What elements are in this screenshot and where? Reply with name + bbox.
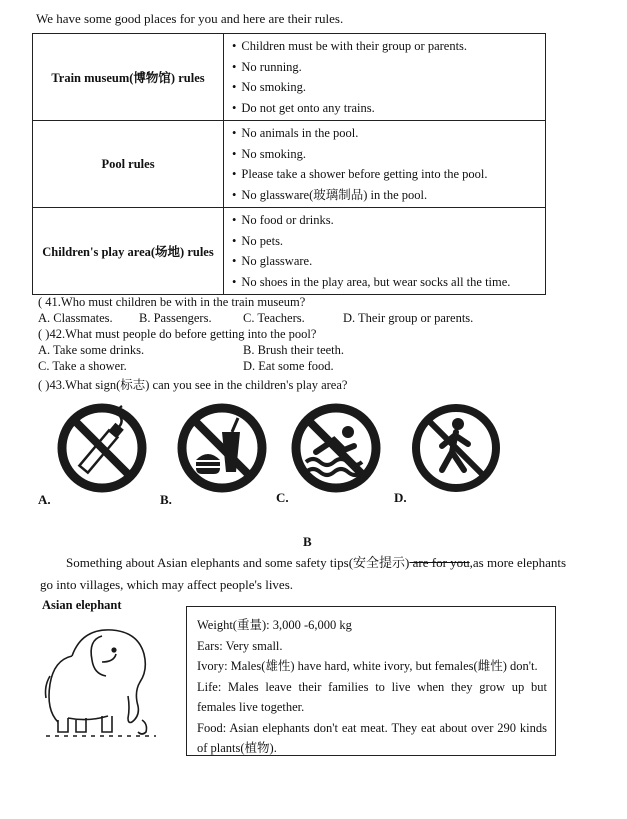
info-box [186,606,556,756]
rule-item: • Children must be with their group or parents. [232,36,545,57]
elephant-illustration [42,616,162,746]
question-41: ( 41.Who must children be with in the train museum? [38,295,306,309]
rule-item: • No smoking. [232,144,545,165]
rule-item: • No shoes in the play area, but wear socks all the time. [232,272,545,293]
section-paragraph: Something about Asian elephants and some safety tips(安全提示) are for you,as more elephants go into villages, which may affect people's lives. [40,555,567,592]
rule-item: • No pets. [232,231,545,252]
rule-item: • Do not get onto any trains. [232,98,545,119]
rule-item: • No food or drinks. [232,210,545,231]
sign-label-c: C. [276,490,289,505]
rule-item: • No glassware. [232,251,545,272]
rule-item: • No running. [232,57,545,78]
table-row [33,208,546,295]
option-c: C. Teachers. [243,311,305,325]
sign-label-b: B. [160,492,172,507]
info-life: Life: Males leave their families to live when they grow up but females live together. [197,679,547,714]
section-heading: B [303,534,312,549]
rule-item: • No glassware(玻璃制品) in the pool. [232,185,545,206]
info-ivory: Ivory: Males(雄性) have hard, white ivory, but females(雌性) don't. [197,659,538,673]
no-smoking-icon [56,402,148,494]
info-food: Food: Asian elephants don't eat meat. They eat about over 290 kinds of plants(植物). [197,720,547,755]
info-weight: Weight(重量): 3,000 -6,000 kg [197,618,352,632]
rule-item: • No smoking. [232,77,545,98]
rules-table [32,33,546,295]
info-ears: Ears: Very small. [197,638,283,653]
section-subtitle: Asian elephant [42,598,122,612]
place-cell: Pool rules [33,121,224,208]
option-d: D. Their group or parents. [343,311,474,325]
option-d: D. Eat some food. [243,359,334,373]
option-b: B. Passengers. [139,311,212,325]
sign-label-d: D. [394,490,407,505]
no-food-drink-icon [176,402,268,494]
place-cell: Train museum(博物馆) rules [33,34,224,121]
sign-label-a: A. [38,492,51,507]
question-42: ( )42.What must people do before getting into the pool? [38,327,317,341]
place-cell: Children's play area(场地) rules [33,208,224,295]
rule-item: • Please take a shower before getting into the pool. [232,164,545,185]
intro-text: We have some good places for you and here are their rules. [36,11,344,26]
option-a: A. Classmates. [38,311,113,325]
option-a: A. Take some drinks. [38,343,145,357]
question-43: ( )43.What sign(标志) can you see in the children's play area? [38,378,348,392]
option-b: B. Brush their teeth. [243,343,345,357]
table-row [33,121,546,208]
no-swimming-icon [290,402,382,494]
table-row [33,34,546,121]
rule-item: • No animals in the pool. [232,123,545,144]
option-c: C. Take a shower. [38,359,127,373]
no-walking-icon [410,402,502,494]
